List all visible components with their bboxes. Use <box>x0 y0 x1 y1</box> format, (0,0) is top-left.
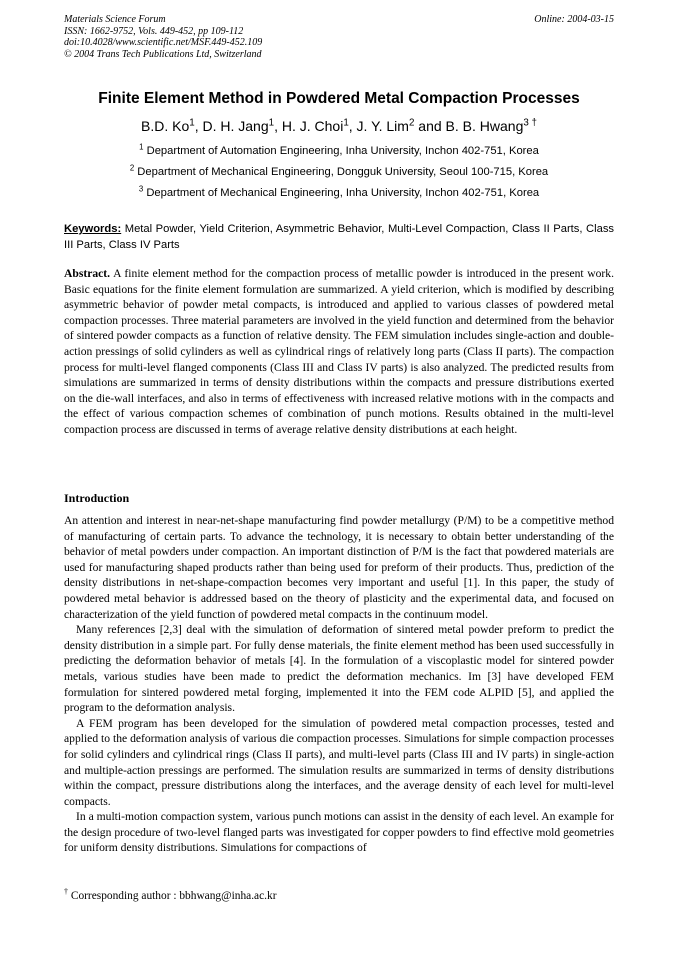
copyright-line: © 2004 Trans Tech Publications Ltd, Switzerland <box>64 48 262 60</box>
online-date <box>534 14 614 26</box>
paragraph: Many references [2,3] deal with the simulation of deformation of sintered metal powder preform to predict the density distribution in a simple part. For fully dense materials, the finite element method has been used successfully in predicting the deformation behavior of metals [4]. In the formulation of a viscoplastic model for sintered powder metals, various studies have been made to predict the deformation mechanics. Im [3] have developed FEM formulation for sintered powdered metal forging, implemented it into the FEM code ALPID [5], and applied the program to the deformation analysis. <box>64 623 614 715</box>
journal-name: Materials Science Forum <box>64 14 166 25</box>
author: J. Y. Lim$^2$ <box>356 117 415 134</box>
keywords-label: Keywords: <box>64 223 122 235</box>
introduction-body <box>64 513 614 856</box>
doi-line[interactable]: doi:10.4028/www.scientific.net/MSF.449-452.109 <box>64 37 263 49</box>
affiliation-1: $^1$ Department of Automation Engineering, Inha University, Inchon 402-751, Korea <box>139 142 539 157</box>
footnote-mark: † <box>64 887 68 897</box>
paper-title: Finite Element Method in Powdered Metal Compaction Processes <box>98 90 580 107</box>
author: B. B. Hwang$^{3 \dagger}$ <box>445 117 537 134</box>
abstract <box>64 266 614 438</box>
keywords <box>64 222 614 253</box>
abstract-label: Abstract. <box>64 267 111 280</box>
footnote <box>64 887 277 902</box>
online-date-text: Online: 2004-03-15 <box>534 14 614 25</box>
affiliation-3: $^3$ Department of Mechanical Engineering, Inha University, Inchon 402-751, Korea <box>138 184 540 199</box>
paragraph: In a multi-motion compaction system, various punch motions can assist in the density of each level. An example for the design procedure of two-level flanged parts was investigated for copper powders to find effective mold geometries for uniform density distributions. Simulations for compactions of <box>64 810 614 855</box>
affiliation-2: $^2$ Department of Mechanical Engineering, Dongguk University, Seoul 100-715, Korea <box>129 163 549 178</box>
author: B.D. Ko$^1$ <box>140 117 195 134</box>
issn-line: ISSN: 1662-9752, Vols. 449-452, pp 109-112 <box>64 25 244 37</box>
journal-header <box>64 14 262 60</box>
abstract-text: A finite element method for the compaction process of metallic powder is introduced in the present work. Basic equations for the finite element formulation are summarized. A yield criterion, which is modified by describing asymmetric behavior of powder metal compacts, is introduced and applied to various classes of powdered metal compaction processes. Three material parameters are involved in the yield function and determined from the behavior of sintered powder compacts as a function of relative density. The FEM simulation includes single-action and double-action pressings of solid cylinders as well as cylindrical rings of relatively long parts (Class II parts). The compaction process for multi-level flanged components (Class III and Class IV parts) is also analyzed. The predicted results from simulations are summarized in terms of density distributions within the compacts and pressure distributions exerted on the die-wall interfaces, and also in terms of effectiveness with increased relative motions with in the compacts and the effect of various compaction schemes of combination of punch motions. Results obtained in the multi-level compaction process are discussed in terms of average relative density distributions at each height. <box>64 267 614 436</box>
introduction-heading: Introduction <box>64 491 130 505</box>
author-list: B.D. Ko$^1$, D. H. Jang$^1$, H. J. Choi$^1$, J. Y. Lim$^2$ and B. B. Hwang$^{3 \dagger}$ <box>140 117 537 134</box>
paragraph: An attention and interest in near-net-shape manufacturing find powder metallurgy (P/M) to be a competitive method of manufacturing of certain parts. To advance the technology, it is necessary to obtain better understanding of the behavior of metal powders under compaction. An important distinction of P/M is the fact that powdered materials are used for manufacturing shaped products rather than being used for preform of their products. Thus, prediction of the density distributions in net-shape-compaction becomes very important and useful [1]. In this paper, the study of powdered metal behavior is addressed based on the theory of plasticity and the experimental data, and focused on characterization of the yield function of powdered metal compacts in the continuum model. <box>64 514 614 621</box>
author: H. J. Choi$^1$ <box>281 117 349 134</box>
keywords-text: Metal Powder, Yield Criterion, Asymmetric Behavior, Multi-Level Compaction, Class II Parts, Class III Parts, Class IV Parts <box>64 223 615 251</box>
paragraph: A FEM program has been developed for the simulation of powdered metal compaction processes, tested and applied to the deformation analysis of various die compaction processes. Simulations for simple compaction processes for solid cylinders and cylindrical rings (Class II parts), and multi-level parts (Class III and IV parts) in single-action and multiple-action pressings are performed. The simulation results are summarized in terms of density distributions within the compact, pressure distributions along the interfaces, and the average density of each level for multi-level compacts. <box>64 716 614 808</box>
author: D. H. Jang$^1$ <box>202 117 275 134</box>
footnote-text: Corresponding author : bbhwang@inha.ac.kr <box>70 890 277 902</box>
